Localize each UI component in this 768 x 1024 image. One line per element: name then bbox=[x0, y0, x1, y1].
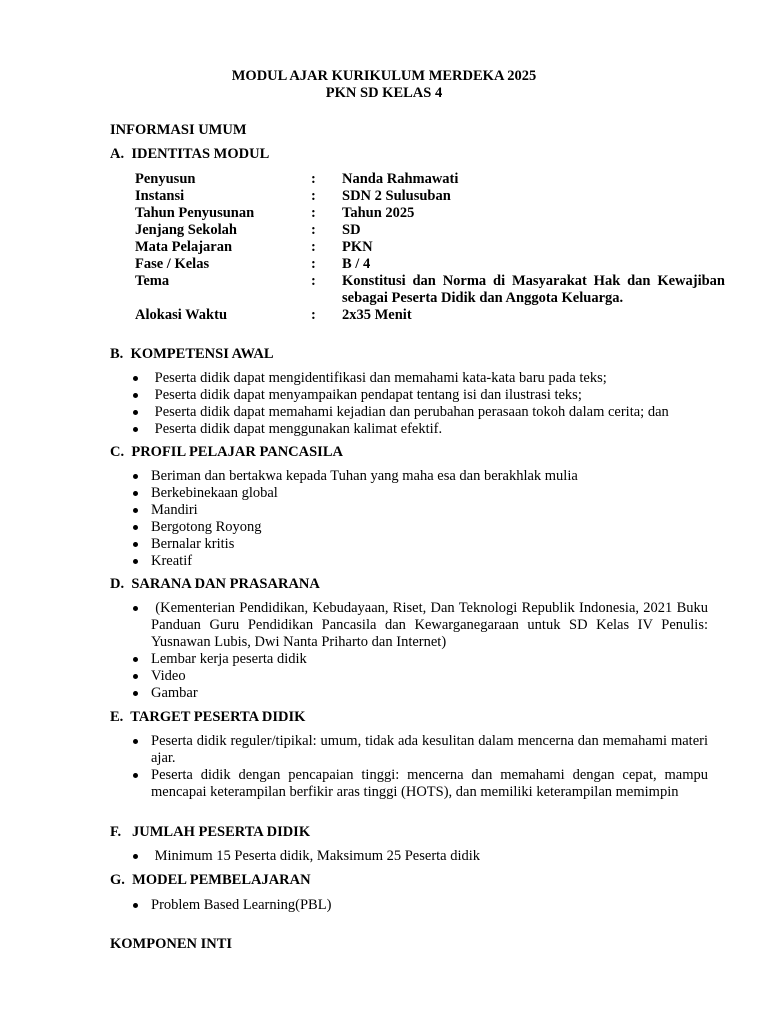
bullet-icon bbox=[133, 903, 138, 908]
identitas-row-tahun bbox=[135, 205, 725, 222]
bullet-icon bbox=[133, 525, 138, 530]
bullet-icon bbox=[133, 410, 138, 415]
identitas-separator: : bbox=[311, 188, 316, 204]
identitas-label: Tema bbox=[135, 273, 170, 289]
identitas-separator: : bbox=[311, 171, 316, 187]
list-item: Beriman dan bertakwa kepada Tuhan yang maha esa dan berakhlak mulia bbox=[130, 468, 708, 485]
list-item: Video bbox=[130, 668, 708, 685]
identitas-separator: : bbox=[311, 239, 316, 255]
bullet-icon bbox=[133, 657, 138, 662]
bullet-icon bbox=[133, 508, 138, 513]
profil-pelajar-heading: C. PROFIL PELAJAR PANCASILA bbox=[110, 444, 343, 460]
identitas-separator: : bbox=[311, 273, 316, 289]
list-item: Gambar bbox=[130, 685, 708, 702]
list-item: Minimum 15 Peserta didik, Maksimum 25 Peserta didik bbox=[130, 848, 708, 865]
jumlah-peserta-heading: F. JUMLAH PESERTA DIDIK bbox=[110, 824, 311, 840]
list-item: Bernalar kritis bbox=[130, 536, 708, 553]
target-peserta-list bbox=[130, 733, 708, 801]
identitas-row-alokasi bbox=[135, 307, 725, 324]
komponen-inti-heading: KOMPONEN INTI bbox=[110, 936, 233, 952]
identitas-value: B / 4 bbox=[342, 256, 371, 272]
identitas-row-fase bbox=[135, 256, 725, 273]
identitas-separator: : bbox=[311, 205, 316, 221]
identitas-label: Alokasi Waktu bbox=[135, 307, 228, 323]
identitas-label: Penyusun bbox=[135, 171, 196, 187]
identitas-separator: : bbox=[311, 256, 316, 272]
bullet-icon bbox=[133, 854, 138, 859]
identitas-value: SD bbox=[342, 222, 361, 238]
model-pembelajaran-list bbox=[130, 897, 708, 914]
identitas-row-mapel bbox=[135, 239, 725, 256]
identitas-separator: : bbox=[311, 307, 316, 323]
sarana-prasarana-list bbox=[130, 600, 712, 702]
identitas-label: Fase / Kelas bbox=[135, 256, 210, 272]
identitas-value: 2x35 Menit bbox=[342, 307, 412, 323]
target-peserta-heading: E. TARGET PESERTA DIDIK bbox=[110, 709, 306, 725]
list-item: Lembar kerja peserta didik bbox=[130, 651, 708, 668]
list-item: (Kementerian Pendidikan, Kebudayaan, Riset, Dan Teknologi Republik Indonesia, 2021 Buku Panduan Guru Pendidikan Pancasila dan Kewarganegaraan untuk SD Kelas IV Penulis: Yusnawan Lubis, Dwi Nanta Priharto dan Internet) bbox=[130, 600, 708, 651]
bullet-icon bbox=[133, 427, 138, 432]
identitas-row-jenjang bbox=[135, 222, 725, 239]
document-title: MODUL AJAR KURIKULUM MERDEKA 2025 bbox=[231, 68, 537, 84]
bullet-icon bbox=[133, 376, 138, 381]
identitas-value: PKN bbox=[342, 239, 373, 255]
identitas-value: SDN 2 Sulusuban bbox=[342, 188, 451, 204]
identitas-table bbox=[135, 171, 725, 324]
bullet-icon bbox=[133, 559, 138, 564]
list-item: Peserta didik dapat menggunakan kalimat efektif. bbox=[130, 421, 708, 438]
bullet-icon bbox=[133, 474, 138, 479]
identitas-row-instansi bbox=[135, 188, 725, 205]
bullet-icon bbox=[133, 773, 138, 778]
kompetensi-awal-list bbox=[130, 370, 708, 438]
model-pembelajaran-heading: G. MODEL PEMBELAJARAN bbox=[110, 872, 311, 888]
identitas-value: Nanda Rahmawati bbox=[342, 171, 459, 187]
kompetensi-awal-heading: B. KOMPETENSI AWAL bbox=[110, 346, 274, 362]
bullet-icon bbox=[133, 606, 138, 611]
bullet-icon bbox=[133, 691, 138, 696]
identitas-row-tema bbox=[135, 273, 725, 307]
list-item: Problem Based Learning(PBL) bbox=[130, 897, 708, 914]
bullet-icon bbox=[133, 393, 138, 398]
list-item: Mandiri bbox=[130, 502, 708, 519]
jumlah-peserta-list bbox=[130, 848, 708, 865]
list-item: Peserta didik dengan pencapaian tinggi: mencerna dan memahami dengan cepat, mampu mencapai keterampilan berfikir aras tinggi (HOTS), dan memiliki keterampilan memimpin bbox=[130, 767, 708, 801]
identitas-separator: : bbox=[311, 222, 316, 238]
document-subtitle: PKN SD KELAS 4 bbox=[325, 85, 443, 101]
identitas-label: Jenjang Sekolah bbox=[135, 222, 237, 238]
identitas-value: Konstitusi dan Norma di Masyarakat Hak dan Kewajiban sebagai Peserta Didik dan Anggota Keluarga. bbox=[342, 273, 725, 306]
list-item: Peserta didik dapat mengidentifikasi dan memahami kata-kata baru pada teks; bbox=[130, 370, 708, 387]
bullet-icon bbox=[133, 542, 138, 547]
list-item: Peserta didik reguler/tipikal: umum, tidak ada kesulitan dalam mencerna dan memahami materi ajar. bbox=[130, 733, 708, 767]
bullet-icon bbox=[133, 739, 138, 744]
identitas-modul-heading: A. IDENTITAS MODUL bbox=[110, 146, 270, 162]
list-item: Peserta didik dapat memahami kejadian dan perubahan perasaan tokoh dalam cerita; dan bbox=[130, 404, 708, 421]
identitas-row-penyusun bbox=[135, 171, 725, 188]
list-item: Kreatif bbox=[130, 553, 708, 570]
identitas-label: Mata Pelajaran bbox=[135, 239, 233, 255]
identitas-value: Tahun 2025 bbox=[342, 205, 415, 221]
bullet-icon bbox=[133, 674, 138, 679]
list-item: Bergotong Royong bbox=[130, 519, 708, 536]
profil-pelajar-list bbox=[130, 468, 708, 570]
sarana-prasarana-heading: D. SARANA DAN PRASARANA bbox=[110, 576, 320, 592]
informasi-umum-heading: INFORMASI UMUM bbox=[110, 122, 247, 138]
bullet-icon bbox=[133, 491, 138, 496]
list-item: Berkebinekaan global bbox=[130, 485, 708, 502]
list-item: Peserta didik dapat menyampaikan pendapat tentang isi dan ilustrasi teks; bbox=[130, 387, 708, 404]
identitas-label: Tahun Penyusunan bbox=[135, 205, 255, 221]
identitas-label: Instansi bbox=[135, 188, 185, 204]
